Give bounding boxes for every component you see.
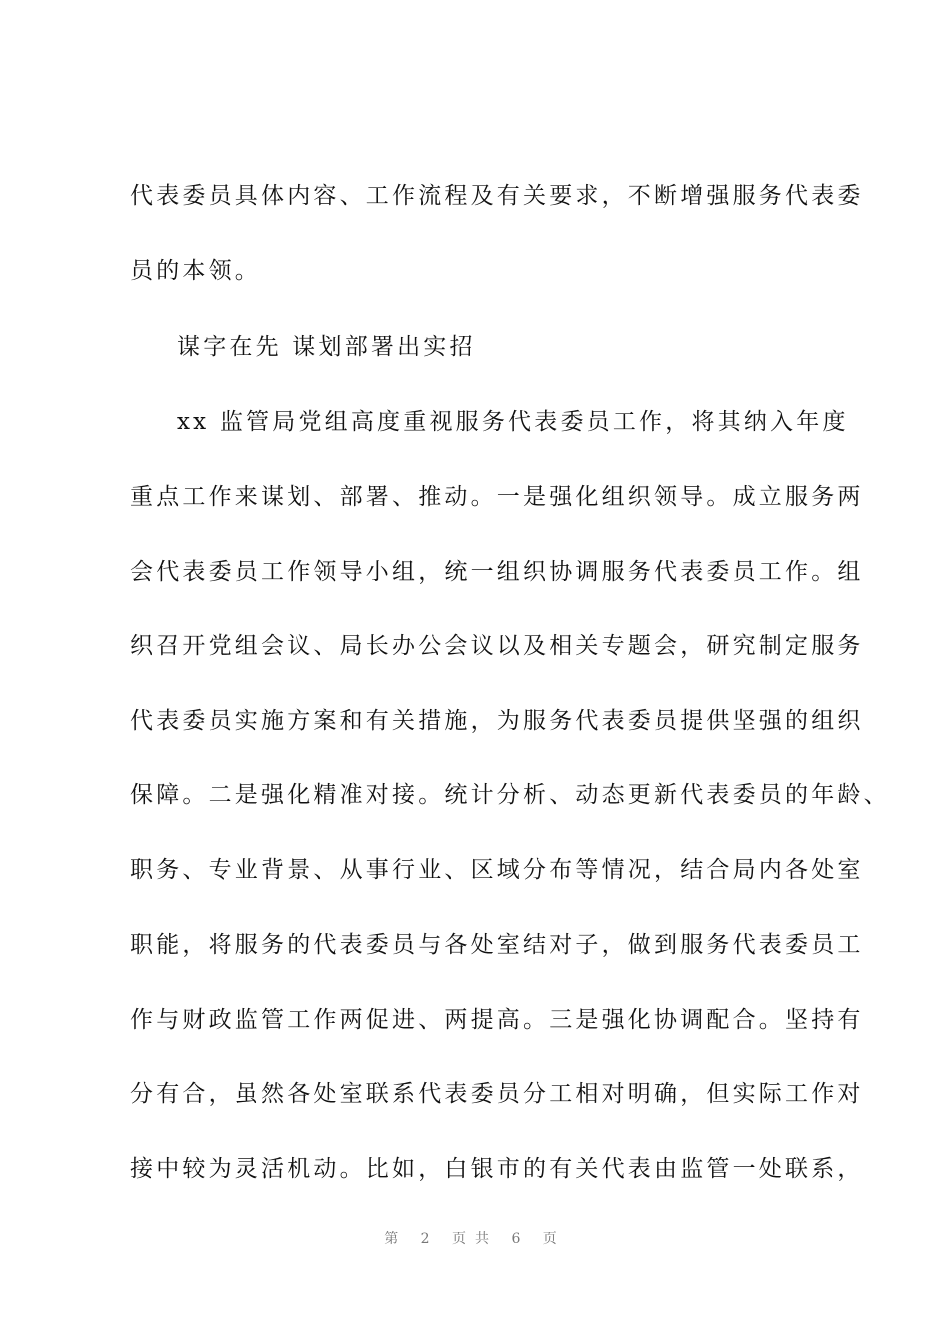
- body-text-line: 职务、专业背景、从事行业、区域分布等情况，结合局内各处室: [130, 857, 864, 883]
- body-text-line: 职能，将服务的代表委员与各处室结对子，做到服务代表委员工: [130, 932, 864, 958]
- page-number-footer: 第 2 页共 6 页: [384, 1231, 566, 1247]
- body-text-line: 会代表委员工作领导小组，统一组织协调服务代表委员工作。组: [130, 559, 864, 585]
- section-heading: 谋字在先 谋划部署出实招: [177, 334, 476, 360]
- body-text-line: 接中较为灵活机动。比如，白银市的有关代表由监管一处联系，: [130, 1156, 864, 1182]
- body-text-line: 作与财政监管工作两促进、两提高。三是强化协调配合。坚持有: [130, 1007, 864, 1033]
- body-text-line: 保障。二是强化精准对接。统计分析、动态更新代表委员的年龄、: [130, 782, 890, 808]
- body-text-line: 重点工作来谋划、部署、推动。一是强化组织领导。成立服务两: [130, 484, 864, 510]
- body-text-line: 织召开党组会议、局长办公会议以及相关专题会，研究制定服务: [130, 633, 864, 659]
- body-text-line: 分有合，虽然各处室联系代表委员分工相对明确，但实际工作对: [130, 1081, 864, 1107]
- body-text-line: xx 监管局党组高度重视服务代表委员工作，将其纳入年度: [177, 409, 849, 435]
- body-text-line: 员的本领。: [130, 258, 261, 284]
- body-text-line: 代表委员具体内容、工作流程及有关要求，不断增强服务代表委: [130, 183, 864, 209]
- body-text-line: 代表委员实施方案和有关措施，为服务代表委员提供坚强的组织: [130, 708, 864, 734]
